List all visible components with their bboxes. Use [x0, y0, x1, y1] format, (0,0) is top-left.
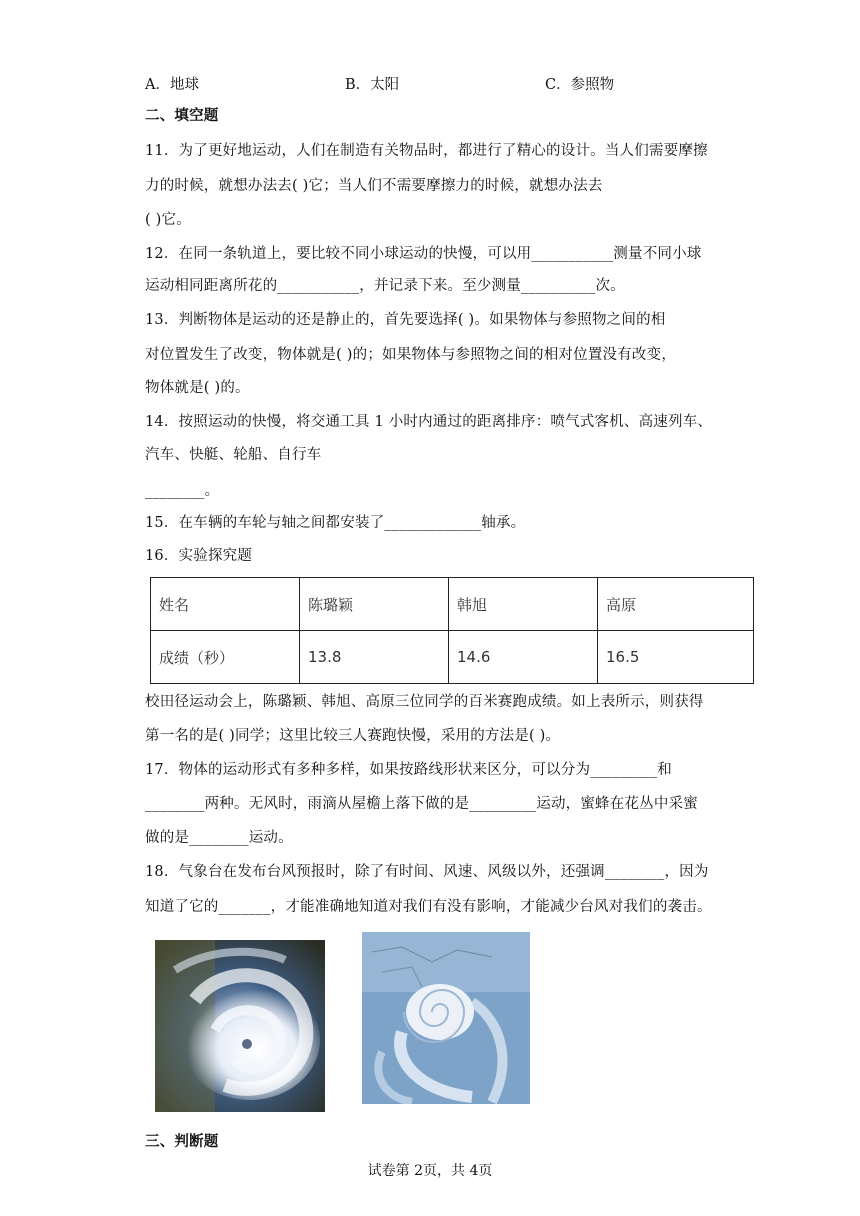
q16-line-3: 第一名的是( )同学；这里比较三人赛跑快慢，采用的方法是( )。 [145, 728, 561, 744]
q17-line-1: 17．物体的运动形式有多种多样，如果按路线形状来区分，可以分为_________和 [145, 762, 672, 778]
q13-line-1: 13．判断物体是运动的还是静止的，首先要选择( )。如果物体与参照物之间的相 [145, 312, 666, 328]
q13-line-2: 对位置发生了改变，物体就是( )的；如果物体与参照物之间的相对位置没有改变， [145, 347, 677, 363]
q17-line-3: 做的是________运动。 [145, 830, 293, 846]
table-cell: 16.5 [598, 631, 754, 684]
q12-line-1: 12．在同一条轨道上，要比较不同小球运动的快慢，可以用___________测量不同小球 [145, 246, 702, 262]
table-cell: 韩旭 [449, 578, 598, 631]
table-cell: 陈璐颖 [300, 578, 449, 631]
q12-line-2: 运动相同距离所花的___________，并记录下来。至少测量__________次。 [145, 278, 625, 294]
section-title-true-false: 三、判断题 [145, 1133, 219, 1150]
q17-line-2: ________两种。无风时，雨滴从屋檐上落下做的是_________运动，蜜蜂在花丛中采蜜 [145, 796, 698, 812]
q14-line-2: 汽车、快艇、轮船、自行车 [145, 447, 322, 463]
table-cell: 成绩（秒） [151, 631, 300, 684]
q11-line-2: 力的时候，就想办法去( )它；当人们不需要摩擦力的时候，就想办法去 [145, 178, 603, 194]
table-cell: 13.8 [300, 631, 449, 684]
table-cell: 14.6 [449, 631, 598, 684]
typhoon-satellite-image [155, 940, 325, 1112]
q18-line-2: 知道了它的_______，才能准确地知道对我们有没有影响，才能减少台风对我们的袭击。 [145, 899, 712, 915]
option-b: B．太阳 [345, 77, 400, 93]
q16-line-2: 校田径运动会上，陈璐颖、韩旭、高原三位同学的百米赛跑成绩。如上表所示，则获得 [145, 694, 704, 710]
table-row [151, 631, 754, 684]
q15-line-1: 15．在车辆的车轮与轴之间都安装了_____________轴承。 [145, 515, 526, 531]
q11-line-3: ( )它。 [145, 212, 191, 228]
q14-line-1: 14．按照运动的快慢，将交通工具 1 小时内通过的距离排序：喷气式客机、高速列车、 [145, 414, 713, 430]
table-row [151, 578, 754, 631]
option-a: A．地球 [145, 77, 199, 93]
table-cell: 高原 [598, 578, 754, 631]
typhoon-cloud-map-image [362, 932, 530, 1104]
option-c: C．参照物 [545, 77, 615, 93]
q18-line-1: 18．气象台在发布台风预报时，除了有时间、风速、风级以外，还强调________，因为 [145, 864, 709, 880]
table-cell: 姓名 [151, 578, 300, 631]
q14-line-3: ________。 [145, 483, 220, 499]
race-results-table [150, 577, 754, 684]
page-footer: 试卷第 2页，共 4页 [367, 1163, 493, 1179]
q16-line-1: 16．实验探究题 [145, 548, 253, 564]
q13-line-3: 物体就是( )的。 [145, 380, 250, 396]
section-title-fill-blank: 二、填空题 [145, 107, 219, 124]
q11-line-1: 11．为了更好地运动，人们在制造有关物品时，都进行了精心的设计。当人们需要摩擦 [145, 143, 708, 159]
